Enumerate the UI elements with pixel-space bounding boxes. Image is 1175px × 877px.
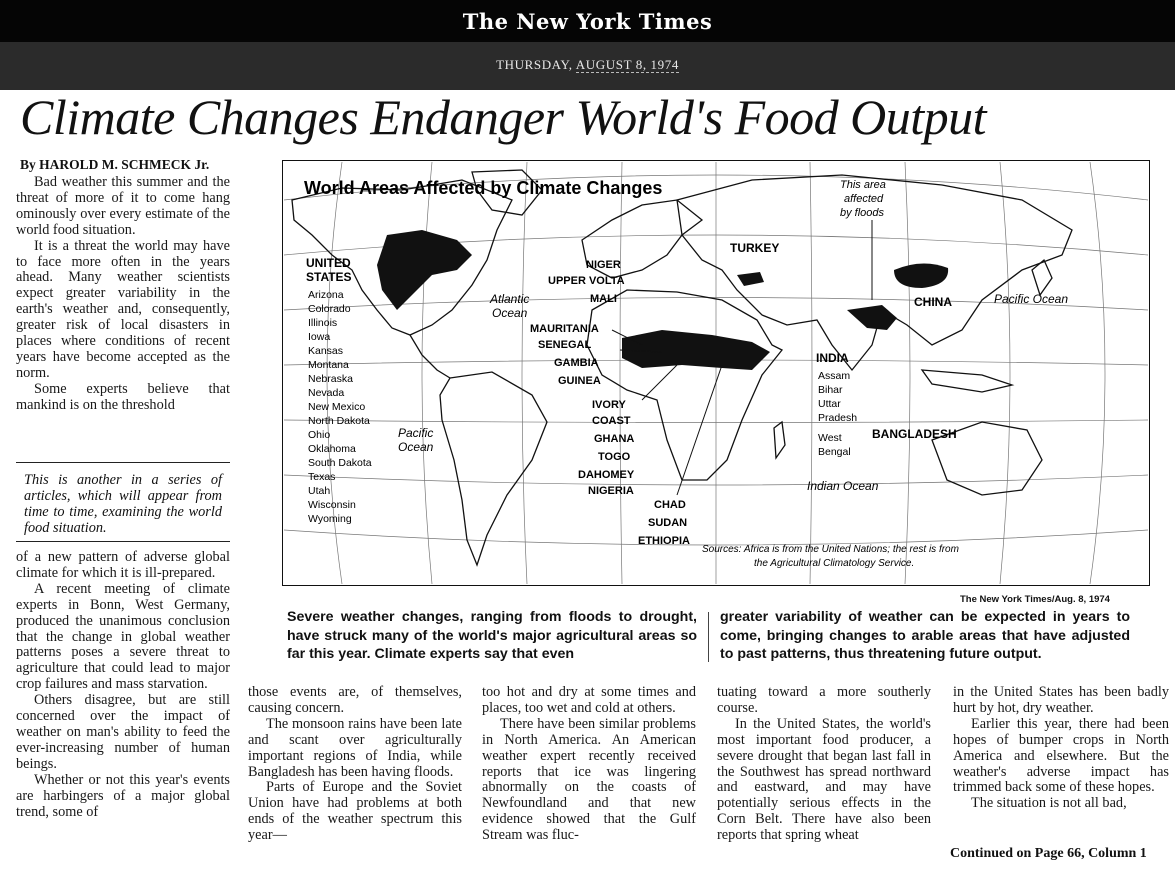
map-caption-left: Severe weather changes, ranging from floods to drought, have struck many of the world's major agricultural areas so far this year. Climate experts say that even	[287, 609, 697, 662]
paragraph: Others disagree, but are still concerned over the impact of weather on man's ability to feed the ever-increasing number of human beings.	[16, 692, 230, 772]
country-label: MALI	[590, 293, 617, 305]
india-state: Pradesh	[818, 412, 858, 424]
us-state: Montana	[308, 359, 349, 371]
headline: Climate Changes Endanger World's Food Output	[20, 89, 987, 145]
india-state: Uttar	[818, 398, 841, 410]
paragraph: Some experts believe that mankind is on the threshold	[16, 380, 230, 413]
byline: By HAROLD M. SCHMECK Jr.	[20, 157, 210, 172]
china-label: CHINA	[914, 295, 952, 309]
map-credit: The New York Times/Aug. 8, 1974	[960, 594, 1110, 605]
india-state: Bihar	[818, 384, 843, 396]
article-column-5	[953, 685, 1169, 812]
map-sources-line-2: the Agricultural Climatology Service.	[754, 558, 915, 569]
us-state: Oklahoma	[308, 443, 356, 455]
us-state: Wisconsin	[308, 499, 356, 511]
paragraph: of a new pattern of adverse global climate for which it is ill-prepared.	[16, 549, 230, 581]
us-state: Colorado	[308, 303, 351, 315]
article-column-1-bottom	[16, 550, 230, 820]
world-map-figure	[282, 160, 1150, 586]
us-state: New Mexico	[308, 401, 366, 413]
us-state: North Dakota	[308, 415, 370, 427]
continued-link[interactable]: Continued on Page 66, Column 1	[950, 846, 1147, 861]
flood-note-line-3: by floods	[840, 207, 885, 219]
paragraph: those events are, of themselves, causing concern.	[248, 684, 462, 716]
bangladesh-label: BANGLADESH	[872, 427, 957, 441]
country-label: MAURITANIA	[530, 323, 599, 335]
map-caption-right: greater variability of weather can be expected in years to come, bringing changes to arable areas that have adjusted to past patterns, thus threatening future output.	[720, 609, 1130, 662]
us-state: Iowa	[308, 331, 331, 343]
country-label: COAST	[592, 415, 631, 427]
paragraph: The monsoon rains have been late and scant over agriculturally important regions of India, while Bangladesh has been having floods.	[248, 715, 462, 780]
country-label: GHANA	[594, 433, 635, 445]
date-link[interactable]: AUGUST 8, 1974	[575, 57, 679, 72]
dateline-weekday: THURSDAY,	[496, 57, 576, 72]
country-label: CHAD	[654, 499, 686, 511]
pacific-ocean-east-label: Pacific Ocean	[994, 292, 1069, 306]
paragraph: The situation is not all bad,	[971, 795, 1127, 812]
country-label: GUINEA	[558, 375, 601, 387]
paragraph: A recent meeting of climate experts in Bonn, West Germany, produced the unanimous conclusion that the change in global weather patterns poses a severe threat to agriculture that could lead to major crop failures and mass starvation.	[16, 580, 230, 693]
us-state: Utah	[308, 485, 331, 497]
country-label: SUDAN	[648, 517, 688, 529]
paragraph: It is a threat the world may have to face more often in the years ahead. Many weather scientists expect greater variability in the earth's weather and, consequently, greater risk of local disasters in places where conditions of recent years have become accepted as the norm.	[16, 237, 230, 381]
atlantic-ocean-label-2: Ocean	[492, 306, 528, 320]
country-label: NIGERIA	[588, 485, 634, 497]
india-state: West	[818, 432, 842, 444]
world-map	[282, 160, 1150, 586]
us-header-line-1: UNITED	[306, 256, 351, 270]
us-state: Nevada	[308, 387, 345, 399]
india-label: INDIA	[816, 351, 849, 365]
pacific-ocean-west-label-1: Pacific	[398, 426, 434, 440]
article-column-2	[248, 685, 462, 844]
us-state: Kansas	[308, 345, 344, 357]
masthead-bar	[0, 0, 1175, 42]
article-column-1-top	[16, 175, 230, 414]
us-state: Ohio	[308, 429, 331, 441]
indian-ocean-label: Indian Ocean	[807, 479, 879, 493]
country-label: SENEGAL	[538, 339, 592, 351]
us-state: Wyoming	[308, 513, 352, 525]
paragraph: Parts of Europe and the Soviet Union have had problems at both ends of the weather spectrum this year—	[248, 779, 462, 844]
paragraph: too hot and dry at some times and places, too wet and cold at others.	[482, 684, 696, 716]
country-label: UPPER VOLTA	[548, 275, 625, 287]
us-header-line-2: STATES	[306, 270, 352, 284]
series-note: This is another in a series of articles, which will appear from time to time, examining the world food situation.	[16, 462, 230, 542]
paragraph: in the United States has been badly hurt by hot, dry weather.	[953, 684, 1169, 716]
atlantic-ocean-label-1: Atlantic	[490, 292, 530, 306]
paragraph: There have been similar problems in North America. An American weather expert recently received reports that ice was lingering abnormally on the coasts of Newfoundland and that new evidence showed that the Gulf Stream was fluc-	[482, 715, 696, 844]
flood-note-line-1: This area	[840, 179, 886, 191]
country-label: ETHIOPIA	[638, 535, 690, 547]
masthead-title[interactable]: The New York Times	[462, 8, 713, 34]
map-title: World Areas Affected by Climate Changes	[304, 178, 663, 198]
dateline	[496, 57, 679, 75]
india-state: Bengal	[818, 446, 851, 458]
article-column-3	[482, 685, 696, 844]
country-label: TOGO	[598, 451, 631, 463]
country-label: DAHOMEY	[578, 469, 635, 481]
us-state: Illinois	[308, 317, 338, 329]
country-label: NIGER	[586, 259, 621, 271]
us-state: South Dakota	[308, 457, 372, 469]
country-label: GAMBIA	[554, 357, 599, 369]
caption-divider	[708, 612, 709, 662]
country-label: IVORY	[592, 399, 626, 411]
flood-note-line-2: affected	[844, 193, 884, 205]
us-state: Texas	[308, 471, 336, 483]
turkey-label: TURKEY	[730, 241, 780, 255]
map-sources-line-1: Sources: Africa is from the United Nations; the rest is from	[702, 544, 959, 555]
paragraph: tuating toward a more southerly course.	[717, 684, 931, 716]
us-state: Arizona	[308, 289, 344, 301]
india-state: Assam	[818, 370, 851, 382]
pacific-ocean-west-label-2: Ocean	[398, 440, 434, 454]
date-bar	[0, 42, 1175, 90]
paragraph: In the United States, the world's most important food producer, a severe drought that began last fall in the Southwest has spread northward and eastward, and may have potentially serious effects in the Corn Belt. There have also been reports that spring wheat	[717, 715, 931, 844]
paragraph: Earlier this year, there had been hopes of bumper crops in North America and elsewhere. But the weather's adverse impact has trimmed back some of these hopes.	[953, 715, 1169, 796]
article-column-4	[717, 685, 931, 844]
paragraph: Whether or not this year's events are harbingers of a major global trend, some of	[16, 771, 230, 820]
paragraph: Bad weather this summer and the threat of more of it to come hang ominously over every estimate of the world food situation.	[16, 174, 230, 238]
us-state: Nebraska	[308, 373, 353, 385]
